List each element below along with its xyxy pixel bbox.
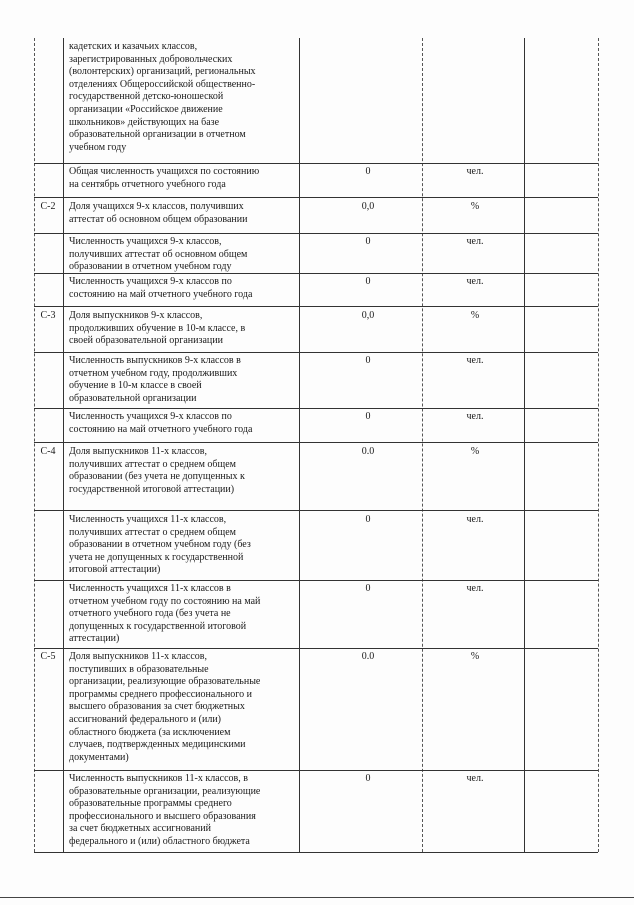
row-separator [34, 163, 598, 164]
column-divider-unit [524, 38, 525, 852]
indicator-text: Доля выпускников 11-х классов, получивших аттестат о среднем общем образовании (без учета не допущенных к государственной итоговой аттестации) [69, 446, 245, 495]
row-separator [34, 648, 598, 649]
indicator-unit: % [470, 201, 480, 212]
indicator-text: Доля учащихся 9-х классов, получивших аттестат об основном общем образовании [69, 201, 248, 225]
indicator-code: С-2 [40, 201, 56, 212]
indicator-unit: чел. [466, 583, 484, 594]
indicator-value: 0 [365, 514, 371, 525]
indicator-value: 0,0 [361, 201, 375, 212]
row-separator [34, 580, 598, 581]
row-separator [34, 352, 598, 353]
indicator-unit: % [470, 446, 480, 457]
indicator-text: Численность учащихся 9-х классов, получивших аттестат об основном общем образовании в отчетном учебном году [69, 236, 248, 273]
indicator-value: 0 [365, 411, 371, 422]
indicator-value: 0 [365, 276, 371, 287]
page-bottom-rule [0, 897, 634, 898]
indicator-text: кадетских и казачьих классов, зарегистрированных добровольческих (волонтерских) организаций, региональных отделениях Общероссийской общественно- государственной детско-юношеской организации «Российское движение школьников» действующих на базе образовательной организации в отчетном учебном году [69, 41, 256, 153]
indicator-text: Доля выпускников 9-х классов, продолживших обучение в 10-м классе, в своей образовательной организации [69, 310, 246, 347]
indicator-value: 0 [365, 236, 371, 247]
indicator-value: 0.0 [361, 446, 375, 457]
indicator-value: 0 [365, 355, 371, 366]
indicator-text: Доля выпускников 11-х классов, поступивших в образовательные организации, реализующие образовательные программы среднего профессионального и высшего образования за счет бюджетных ассигнований федерального и (или) областного бюджета (за исключением случаев, подтвержденных медицинскими документами) [69, 651, 261, 763]
indicator-value: 0 [365, 583, 371, 594]
column-divider-value [422, 38, 423, 852]
indicator-value: 0 [365, 773, 371, 784]
indicator-unit: % [470, 310, 480, 321]
indicator-text: Численность учащихся 11-х классов в отчетном учебном году по состоянию на май отчетного учебного года (без учета не допущенных к государственной итоговой аттестации) [69, 583, 261, 645]
indicator-unit: чел. [466, 773, 484, 784]
row-separator [34, 510, 598, 511]
indicator-code: С-5 [40, 651, 56, 662]
indicator-code: С-4 [40, 446, 56, 457]
table-bottom-border [34, 852, 598, 853]
indicator-value: 0.0 [361, 651, 375, 662]
indicator-text: Численность выпускников 9-х классов в отчетном учебном году, продолживших обучение в 10-м классе в своей образовательной организации [69, 355, 241, 404]
row-separator [34, 233, 598, 234]
indicator-value: 0,0 [361, 310, 375, 321]
column-divider-code [63, 38, 64, 852]
indicator-text: Численность учащихся 9-х классов по состоянию на май отчетного учебного года [69, 411, 253, 435]
indicator-text: Численность учащихся 9-х классов по состоянию на май отчетного учебного года [69, 276, 253, 300]
indicator-unit: чел. [466, 236, 484, 247]
table-right-border [598, 38, 599, 852]
row-separator [34, 306, 598, 307]
table-left-border [34, 38, 35, 852]
indicator-text: Общая численность учащихся по состоянию на сентябрь отчетного учебного года [69, 166, 260, 190]
row-separator [34, 770, 598, 771]
indicator-unit: чел. [466, 276, 484, 287]
indicator-text: Численность выпускников 11-х классов, в образовательные организации, реализующие образовательные программы среднего профессионального и высшего образования за счет бюджетных ассигнований федерального и (или) областного бюджета [69, 773, 261, 847]
indicator-text: Численность учащихся 11-х классов, получивших аттестат о среднем общем образовании в отчетном учебном году (без учета не допущенных к государственной итоговой аттестации) [69, 514, 251, 576]
row-separator [34, 442, 598, 443]
indicator-unit: чел. [466, 514, 484, 525]
row-separator [34, 408, 598, 409]
indicator-unit: % [470, 651, 480, 662]
indicator-unit: чел. [466, 166, 484, 177]
indicator-unit: чел. [466, 355, 484, 366]
indicator-code: С-3 [40, 310, 56, 321]
indicator-unit: чел. [466, 411, 484, 422]
indicator-value: 0 [365, 166, 371, 177]
row-separator [34, 197, 598, 198]
column-divider-text [299, 38, 300, 852]
